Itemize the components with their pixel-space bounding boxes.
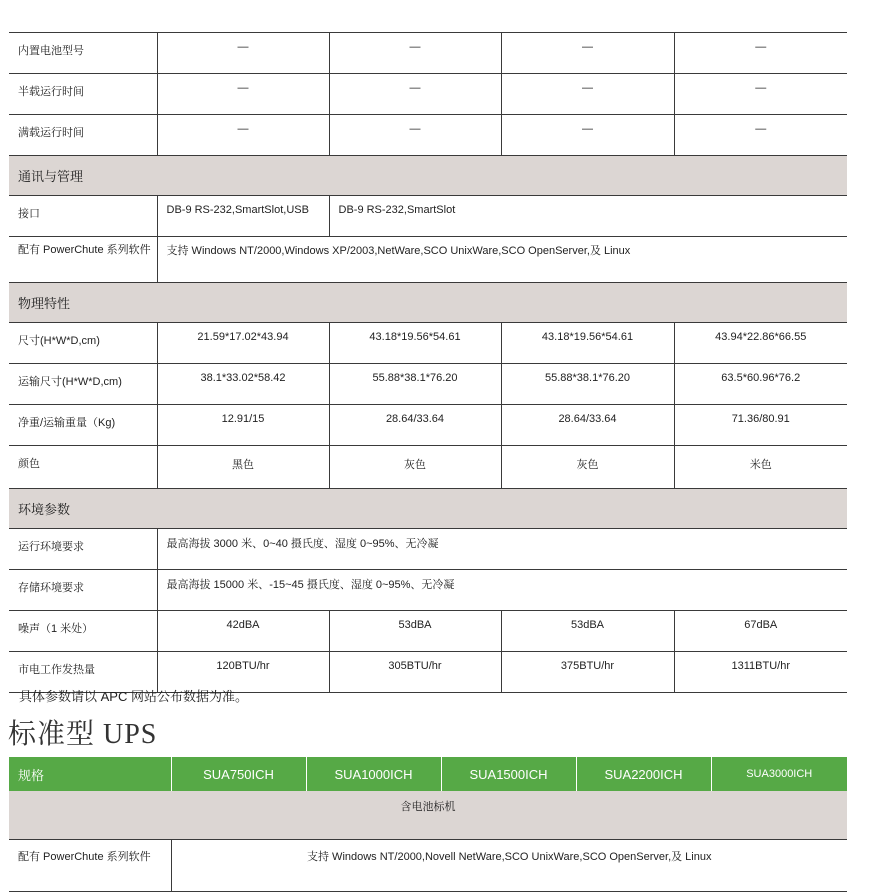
row-label: 配有 PowerChute 系列软件	[9, 840, 171, 892]
spec-table	[9, 32, 847, 693]
cell-value: 灰色	[329, 446, 501, 489]
row-label: 内置电池型号	[9, 33, 157, 74]
cell-value: 55.88*38.1*76.20	[501, 364, 674, 405]
table-row	[9, 364, 847, 405]
cell-value: 120BTU/hr	[157, 652, 329, 693]
cell-value: 38.1*33.02*58.42	[157, 364, 329, 405]
table-row	[9, 237, 847, 283]
cell-value: —	[157, 74, 329, 115]
table-header-row	[9, 757, 847, 791]
table-row	[9, 33, 847, 74]
header-spec: 规格	[9, 757, 171, 791]
cell-value: 43.18*19.56*54.61	[329, 323, 501, 364]
table-row	[9, 323, 847, 364]
cell-value: 42dBA	[157, 611, 329, 652]
cell-value: DB-9 RS-232,SmartSlot,USB	[157, 196, 329, 237]
cell-value: 支持 Windows NT/2000,Novell NetWare,SCO UnixWare,SCO OpenServer,及 Linux	[171, 840, 847, 892]
cell-value: 43.94*22.86*66.55	[674, 323, 847, 364]
section-header-row	[9, 791, 847, 840]
row-label: 运输尺寸(H*W*D,cm)	[9, 364, 157, 405]
footnote: 具体参数请以 APC 网站公布数据为准。	[19, 689, 248, 704]
cell-value: —	[329, 74, 501, 115]
cell-value: 21.59*17.02*43.94	[157, 323, 329, 364]
row-label: 存储环境要求	[9, 570, 157, 611]
cell-value: —	[329, 33, 501, 74]
row-label: 颜色	[9, 446, 157, 489]
table-row	[9, 115, 847, 156]
cell-value: 43.18*19.56*54.61	[501, 323, 674, 364]
table-row	[9, 611, 847, 652]
table-row	[9, 196, 847, 237]
cell-value: 12.91/15	[157, 405, 329, 446]
table-row	[9, 570, 847, 611]
section-title: 物理特性	[9, 283, 847, 323]
section-heading: 标准型 UPS	[8, 719, 158, 750]
cell-value: DB-9 RS-232,SmartSlot	[329, 196, 847, 237]
model-header: SUA1000ICH	[306, 757, 441, 791]
section-title: 通讯与管理	[9, 156, 847, 196]
cell-value: 63.5*60.96*76.2	[674, 364, 847, 405]
cell-value: 最高海拔 15000 米、-15~45 摄氏度、湿度 0~95%、无冷凝	[157, 570, 847, 611]
section-header-row	[9, 283, 847, 323]
row-label: 接口	[9, 196, 157, 237]
cell-value: —	[674, 74, 847, 115]
cell-value: 1311BTU/hr	[674, 652, 847, 693]
cell-value: 米色	[674, 446, 847, 489]
cell-value: 305BTU/hr	[329, 652, 501, 693]
cell-value: —	[501, 115, 674, 156]
cell-value: —	[329, 115, 501, 156]
cell-value: 28.64/33.64	[329, 405, 501, 446]
model-header: SUA750ICH	[171, 757, 306, 791]
cell-value: 支持 Windows NT/2000,Windows XP/2003,NetWare,SCO UnixWare,SCO OpenServer,及 Linux	[157, 237, 847, 283]
section-header-row	[9, 489, 847, 529]
cell-value: —	[501, 74, 674, 115]
cell-value: —	[674, 33, 847, 74]
cell-value: 53dBA	[501, 611, 674, 652]
cell-value: 53dBA	[329, 611, 501, 652]
row-label: 净重/运输重量（Kg)	[9, 405, 157, 446]
cell-value: —	[157, 33, 329, 74]
band-title: 含电池标机	[9, 791, 847, 840]
section-header-row	[9, 156, 847, 196]
table-row	[9, 446, 847, 489]
cell-value: 最高海拔 3000 米、0~40 摄氏度、湿度 0~95%、无冷凝	[157, 529, 847, 570]
section-title: 环境参数	[9, 489, 847, 529]
row-label: 市电工作发热量	[9, 652, 157, 693]
row-label: 尺寸(H*W*D,cm)	[9, 323, 157, 364]
cell-value: 71.36/80.91	[674, 405, 847, 446]
row-label: 运行环境要求	[9, 529, 157, 570]
cell-value: 28.64/33.64	[501, 405, 674, 446]
row-label: 半载运行时间	[9, 74, 157, 115]
cell-value: —	[501, 33, 674, 74]
cell-value: 375BTU/hr	[501, 652, 674, 693]
table-row	[9, 529, 847, 570]
table-row	[9, 840, 847, 892]
model-header: SUA3000ICH	[711, 757, 847, 791]
table-row	[9, 405, 847, 446]
row-label: 噪声（1 米处）	[9, 611, 157, 652]
table-row	[9, 74, 847, 115]
model-header: SUA1500ICH	[441, 757, 576, 791]
cell-value: 黑色	[157, 446, 329, 489]
cell-value: 灰色	[501, 446, 674, 489]
cell-value: 55.88*38.1*76.20	[329, 364, 501, 405]
row-label: 满载运行时间	[9, 115, 157, 156]
ups-table	[9, 757, 847, 892]
row-label: 配有 PowerChute 系列软件	[9, 237, 157, 283]
cell-value: 67dBA	[674, 611, 847, 652]
cell-value: —	[157, 115, 329, 156]
model-header: SUA2200ICH	[576, 757, 711, 791]
cell-value: —	[674, 115, 847, 156]
